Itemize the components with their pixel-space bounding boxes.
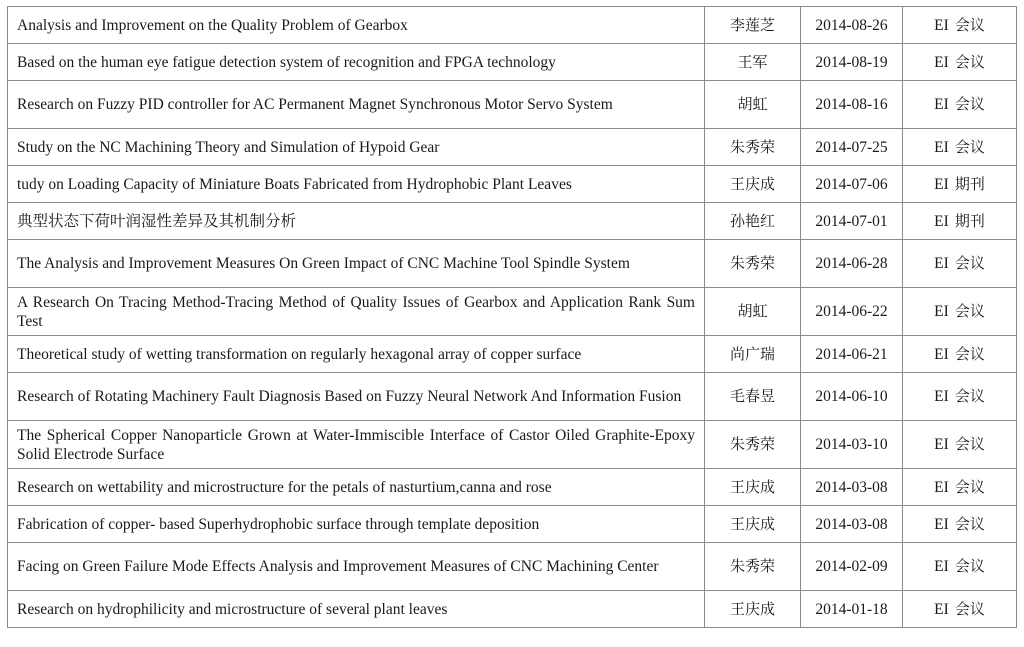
paper-title: A Research On Tracing Method-Tracing Method of Quality Issues of Gearbox and Application Rank Sum Test (8, 288, 705, 336)
publication-row (8, 81, 1017, 129)
kind-label: 会议 (954, 254, 985, 272)
index-label: EI (934, 303, 949, 320)
kind-label: 期刊 (954, 211, 985, 230)
paper-title: 典型状态下荷叶润湿性差异及其机制分析 (8, 203, 705, 240)
publication-type (903, 336, 1017, 373)
publication-date: 2014-06-10 (801, 373, 903, 421)
paper-title: Analysis and Improvement on the Quality Problem of Gearbox (8, 7, 705, 44)
publication-type (903, 240, 1017, 288)
index-label: EI (934, 388, 949, 405)
publication-date: 2014-07-06 (801, 166, 903, 203)
publication-type (903, 506, 1017, 543)
author-name: 胡虹 (705, 81, 801, 129)
author-name: 朱秀荣 (705, 240, 801, 288)
publication-type (903, 591, 1017, 628)
kind-label: 会议 (954, 477, 985, 496)
author-name: 朱秀荣 (705, 543, 801, 591)
publication-row (8, 591, 1017, 628)
paper-title: The Analysis and Improvement Measures On Green Impact of CNC Machine Tool Spindle System (8, 240, 705, 288)
author-name: 胡虹 (705, 288, 801, 336)
publication-type (903, 203, 1017, 240)
author-name: 毛春昱 (705, 373, 801, 421)
publication-type (903, 81, 1017, 129)
kind-label: 会议 (954, 514, 985, 533)
author-name: 朱秀荣 (705, 129, 801, 166)
paper-title: Facing on Green Failure Mode Effects Analysis and Improvement Measures of CNC Machining Center (8, 543, 705, 591)
publication-type (903, 421, 1017, 469)
author-name: 尚广瑞 (705, 336, 801, 373)
publication-row (8, 469, 1017, 506)
index-label: EI (934, 600, 949, 618)
paper-title: Fabrication of copper- based Superhydrophobic surface through template deposition (8, 506, 705, 543)
author-name: 王庆成 (705, 506, 801, 543)
index-label: EI (934, 345, 949, 363)
publication-row (8, 166, 1017, 203)
index-label: EI (934, 212, 949, 230)
publication-type (903, 373, 1017, 421)
paper-title: Research on Fuzzy PID controller for AC Permanent Magnet Synchronous Motor Servo System (8, 81, 705, 129)
kind-label: 会议 (954, 95, 985, 113)
publication-row (8, 44, 1017, 81)
paper-title: Research on hydrophilicity and microstructure of several plant leaves (8, 591, 705, 628)
publication-type (903, 543, 1017, 591)
kind-label: 会议 (954, 557, 985, 575)
author-name: 孙艳红 (705, 203, 801, 240)
paper-title: The Spherical Copper Nanoparticle Grown at Water-Immiscible Interface of Castor Oiled Graphite-Epoxy Solid Electrode Surface (8, 421, 705, 469)
publication-table-body (8, 7, 1017, 628)
index-label: EI (934, 436, 949, 453)
publication-type (903, 288, 1017, 336)
publication-date: 2014-07-25 (801, 129, 903, 166)
publication-type (903, 166, 1017, 203)
publication-date: 2014-08-16 (801, 81, 903, 129)
index-label: EI (934, 53, 949, 71)
index-label: EI (934, 138, 949, 156)
publication-row (8, 240, 1017, 288)
publication-type (903, 44, 1017, 81)
publication-date: 2014-01-18 (801, 591, 903, 628)
author-name: 王军 (705, 44, 801, 81)
paper-title: Theoretical study of wetting transformation on regularly hexagonal array of copper surface (8, 336, 705, 373)
paper-title: tudy on Loading Capacity of Miniature Boats Fabricated from Hydrophobic Plant Leaves (8, 166, 705, 203)
publication-date: 2014-08-19 (801, 44, 903, 81)
publication-row (8, 543, 1017, 591)
paper-title: Research of Rotating Machinery Fault Diagnosis Based on Fuzzy Neural Network And Information Fusion (8, 373, 705, 421)
publication-row (8, 288, 1017, 336)
author-name: 王庆成 (705, 469, 801, 506)
author-name: 王庆成 (705, 591, 801, 628)
publication-date: 2014-07-01 (801, 203, 903, 240)
index-label: EI (934, 255, 949, 272)
publication-date: 2014-08-26 (801, 7, 903, 44)
kind-label: 会议 (954, 435, 985, 453)
index-label: EI (934, 96, 949, 113)
publication-date: 2014-03-10 (801, 421, 903, 469)
kind-label: 会议 (954, 52, 985, 71)
index-label: EI (934, 478, 949, 496)
publication-row (8, 421, 1017, 469)
index-label: EI (934, 515, 949, 533)
paper-title: Based on the human eye fatigue detection system of recognition and FPGA technology (8, 44, 705, 81)
kind-label: 期刊 (954, 174, 985, 193)
author-name: 朱秀荣 (705, 421, 801, 469)
publication-date: 2014-03-08 (801, 469, 903, 506)
publication-date: 2014-06-22 (801, 288, 903, 336)
kind-label: 会议 (954, 387, 985, 405)
publication-row (8, 7, 1017, 44)
publication-date: 2014-06-28 (801, 240, 903, 288)
index-label: EI (934, 175, 949, 193)
publication-type (903, 469, 1017, 506)
publication-table (7, 6, 1017, 628)
kind-label: 会议 (954, 137, 985, 156)
publication-row (8, 373, 1017, 421)
author-name: 李莲芝 (705, 7, 801, 44)
kind-label: 会议 (954, 344, 985, 363)
publication-date: 2014-03-08 (801, 506, 903, 543)
paper-title: Research on wettability and microstructure for the petals of nasturtium,canna and rose (8, 469, 705, 506)
publication-date: 2014-06-21 (801, 336, 903, 373)
paper-title: Study on the NC Machining Theory and Simulation of Hypoid Gear (8, 129, 705, 166)
index-label: EI (934, 558, 949, 575)
publication-row (8, 336, 1017, 373)
publication-date: 2014-02-09 (801, 543, 903, 591)
publication-row (8, 203, 1017, 240)
publication-row (8, 506, 1017, 543)
author-name: 王庆成 (705, 166, 801, 203)
kind-label: 会议 (954, 15, 985, 34)
kind-label: 会议 (954, 302, 985, 320)
publication-row (8, 129, 1017, 166)
publication-type (903, 7, 1017, 44)
index-label: EI (934, 16, 949, 34)
publication-type (903, 129, 1017, 166)
kind-label: 会议 (954, 599, 985, 618)
